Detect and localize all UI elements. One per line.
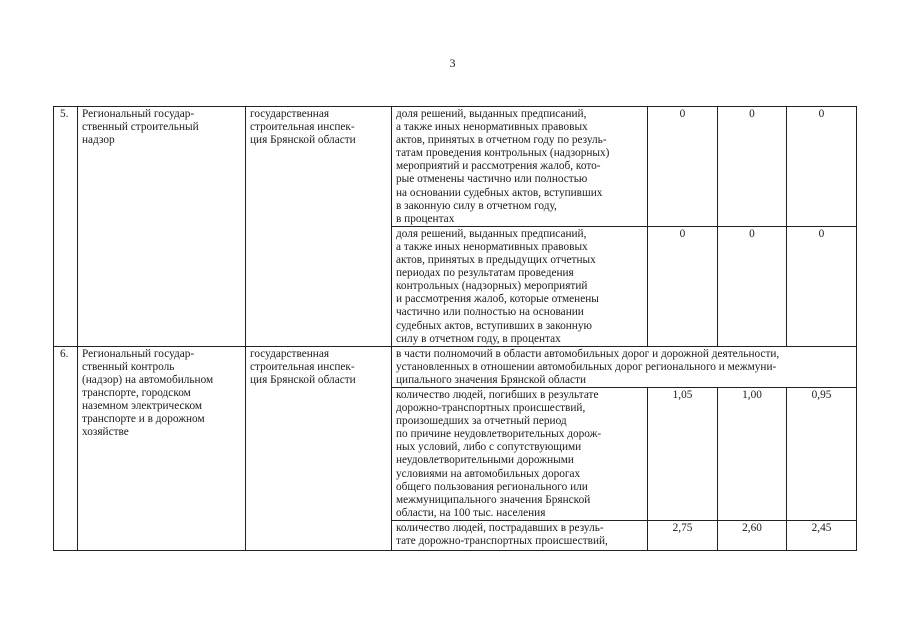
page-number: 3	[449, 56, 456, 70]
indicator-value-cell: 0,95	[787, 387, 857, 520]
indicator-value-cell: 0	[718, 226, 787, 346]
indicator-value-cell: 2,45	[787, 520, 857, 550]
indicator-value-cell: 2,60	[718, 520, 787, 550]
control-type-cell: Региональный государ- ственный контроль (надзор) на автомобильном транспорте, городском наземном электрическом транспорте и в дорожном хозяйстве	[78, 346, 246, 550]
indicator-value-cell: 1,00	[718, 387, 787, 520]
indicator-value-cell: 0	[718, 107, 787, 227]
indicator-value-cell: 2,75	[648, 520, 718, 550]
indicator-text-cell: количество людей, пострадавших в резуль- тате дорожно-транспортных происшествий,	[392, 520, 648, 550]
row-number: 6.	[54, 346, 78, 550]
indicator-text-cell: доля решений, выданных предписаний, а также иных ненормативных правовых актов, принятых в отчетном году по резуль- татам проведения контрольных (надзорных) мероприятий и рассмотрения жалоб, кото- рые отменены частично или полностью на основании судебных актов, вступивших в законную силу в отчетном году, в процентах	[392, 107, 648, 227]
indicator-value-cell: 1,05	[648, 387, 718, 520]
indicators-table	[53, 106, 857, 551]
indicator-text-cell: количество людей, погибших в результате дорожно-транспортных происшествий, произошедших за отчетный период по причине неудовлетворительных дорож- ных условий, либо с сопутствующими неудовлетворительными дорожными условиями на автомобильных дорогах общего пользования регионального или межмуниципального значения Брянской области, на 100 тыс. населения	[392, 387, 648, 520]
indicator-value-cell: 0	[787, 226, 857, 346]
authority-cell: государственная строительная инспек- ция Брянской области	[246, 107, 392, 347]
table-row	[54, 107, 857, 227]
indicator-value-cell: 0	[648, 226, 718, 346]
control-type-cell: Региональный государ- ственный строительный надзор	[78, 107, 246, 347]
authority-cell: государственная строительная инспек- ция Брянской области	[246, 346, 392, 550]
table-row	[54, 346, 857, 387]
indicator-value-cell: 0	[648, 107, 718, 227]
indicator-value-cell: 0	[787, 107, 857, 227]
section-note-cell: в части полномочий в области автомобильных дорог и дорожной деятельности, установленных в отношении автомобильных дорог регионального и межмуни- ципального значения Брянской области	[392, 346, 857, 387]
indicator-text-cell: доля решений, выданных предписаний, а также иных ненормативных правовых актов, принятых в предыдущих отчетных периодах по результатам проведения контрольных (надзорных) мероприятий и рассмотрения жалоб, которые отменены частично или полностью на основании судебных актов, вступивших в законную силу в отчетном году, в процентах	[392, 226, 648, 346]
row-number: 5.	[54, 107, 78, 347]
